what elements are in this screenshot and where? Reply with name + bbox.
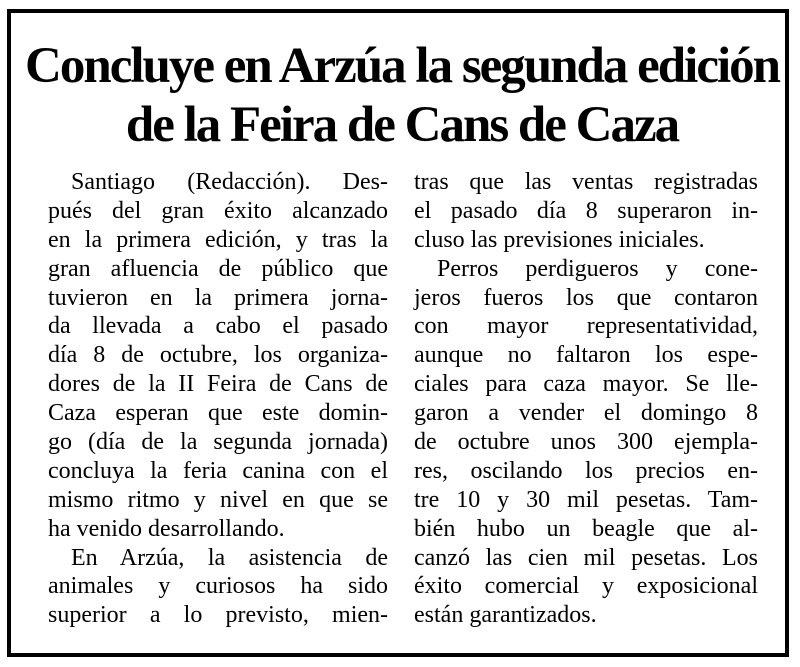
headline <box>11 37 793 155</box>
body-text-line: dores de la II Feira de Cans de <box>48 371 388 398</box>
body-text-line: gran afluencia de público que <box>48 255 388 282</box>
body-text-line: canzó las cien mil pesetas. Los <box>414 544 758 571</box>
body-text-line: garon a vender el domingo 8 <box>414 400 758 427</box>
body-text-line: ciales para caza mayor. Se lle- <box>414 371 758 398</box>
body-text-line: cluso las previsiones iniciales. <box>414 226 705 253</box>
body-text-line: el pasado día 8 superaron in- <box>414 197 758 224</box>
body-text-line: jeros fueros los que contaron <box>414 284 758 311</box>
body-text-line: Santiago (Redacción). Des- <box>71 169 388 195</box>
body-text-line: bién hubo un beagle que al- <box>414 515 758 542</box>
body-text-line: tre 10 y 30 mil pesetas. Tam- <box>414 486 758 513</box>
body-text-line: pués del gran éxito alcanzado <box>48 197 388 224</box>
body-text-line: aunque no faltaron los espe- <box>414 342 758 369</box>
body-text-line: animales y curiosos ha sido <box>48 573 388 600</box>
body-text-line: Caza esperan que este domin- <box>48 400 388 427</box>
body-text-line: en la primera edición, y tras la <box>48 226 388 253</box>
body-text-line: tuvieron en la primera jorna- <box>48 284 388 311</box>
body-text-line: están garantizados. <box>414 602 597 629</box>
body-text-line: con mayor representatividad, <box>414 313 758 340</box>
body-text-line: concluya la feria canina con el <box>48 457 388 484</box>
body-text-line: día 8 de octubre, los organiza- <box>48 342 388 369</box>
body-text-line: tras que las ventas registradas <box>414 169 758 195</box>
headline-line: de la Feira de Cans de Caza <box>125 97 679 153</box>
body-text-line: go (día de la segunda jornada) <box>48 429 388 456</box>
body-text-line: ha venido desarrollando. <box>48 515 285 542</box>
body-text-line: superior a lo previsto, mien- <box>48 602 388 629</box>
body-text-line: En Arzúa, la asistencia de <box>71 544 388 571</box>
right-column <box>414 168 758 630</box>
body-text-line: éxito comercial y exposicional <box>414 573 758 600</box>
body-text-line: mismo ritmo y nivel en que se <box>48 486 388 513</box>
body-text-line: Perros perdigueros y cone- <box>437 255 758 282</box>
headline-line: Concluye en Arzúa la segunda edición <box>25 38 779 94</box>
body-text-line: de octubre unos 300 ejempla- <box>414 429 758 456</box>
body-text-line: da llevada a cabo el pasado <box>48 313 388 340</box>
body-text-line: res, oscilando los precios en- <box>414 457 758 484</box>
left-column <box>48 168 388 630</box>
